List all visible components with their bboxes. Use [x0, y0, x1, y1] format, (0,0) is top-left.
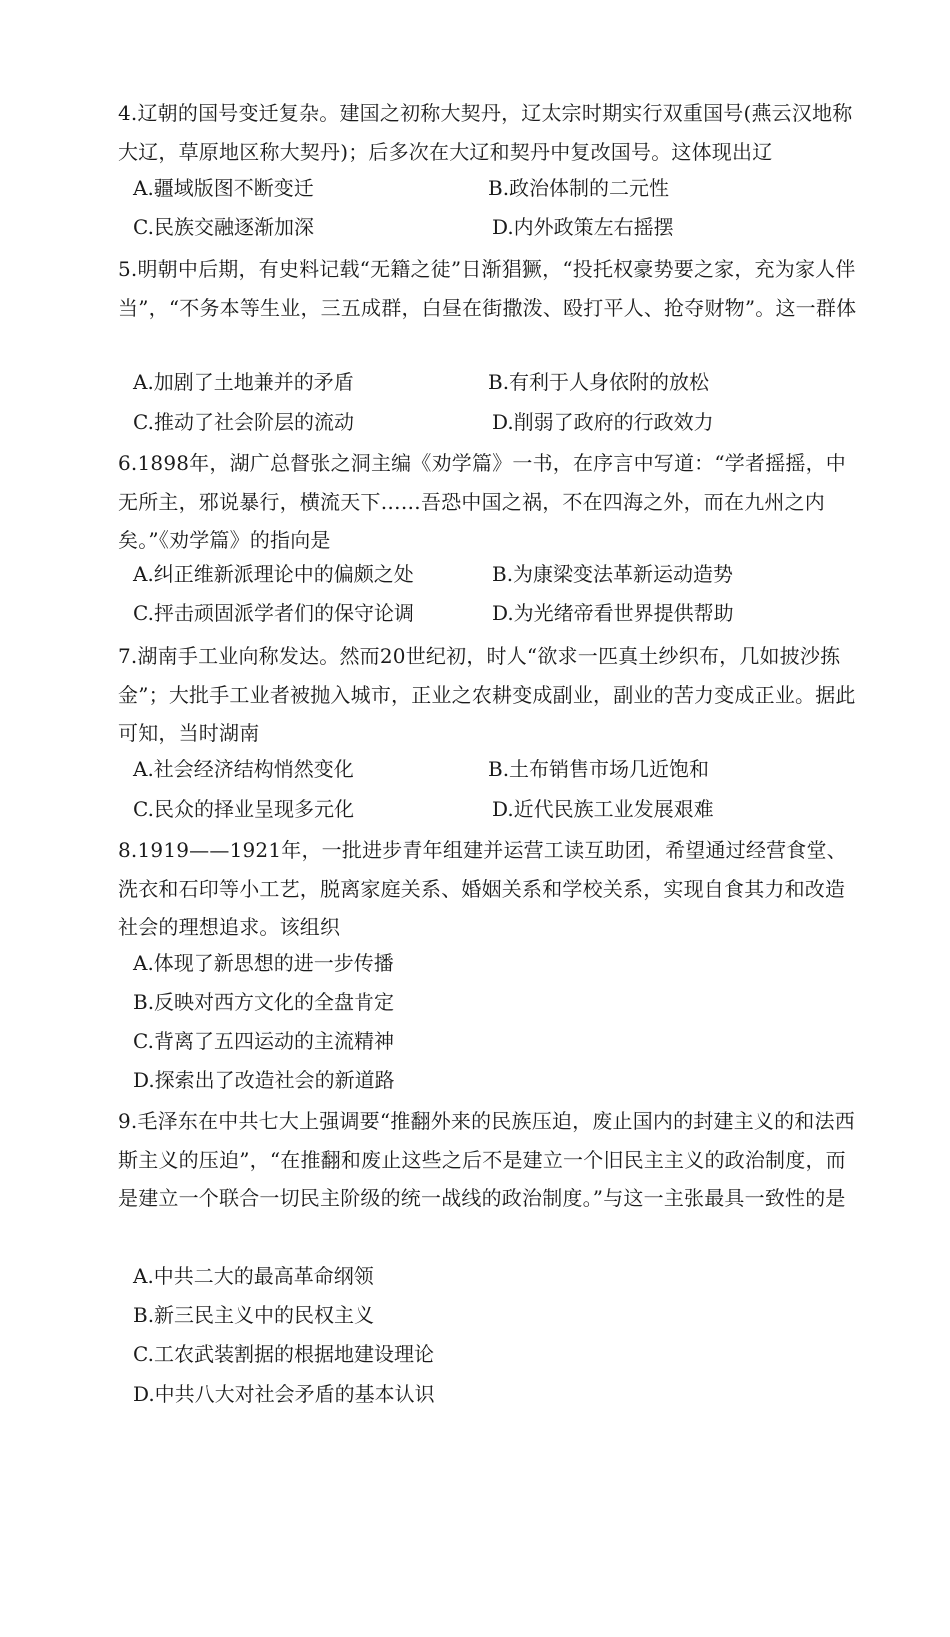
question-9-stem: 9.毛泽东在中共七大上强调要“推翻外来的民族压迫，废止国内的封建主义的和法西斯主义的压迫”，“在推翻和废止这些之后不是建立一个旧民主主义的政治制度，而是建立一个联合一切民主阶级的统一战线的政治制度。”与这一主张最具一致性的是 [118, 1109, 855, 1210]
question-5-option-c: C.推动了社会阶层的流动 [133, 410, 354, 434]
question-9-option-d: D.中共八大对社会矛盾的基本认识 [133, 1382, 435, 1406]
question-7-option-d: D.近代民族工业发展艰难 [492, 797, 714, 821]
question-4-stem: 4.辽朝的国号变迁复杂。建国之初称大契丹，辽太宗时期实行双重国号(燕云汉地称大辽，草原地区称大契丹)；后多次在大辽和契丹中复改国号。这体现出辽 [118, 101, 853, 164]
question-8-stem: 8.1919——1921年，一批进步青年组建并运营工读互助团，希望通过经营食堂、洗衣和石印等小工艺，脱离家庭关系、婚姻关系和学校关系，实现自食其力和改造社会的理想追求。该组织 [118, 838, 847, 939]
question-9-option-a: A.中共二大的最高革命纲领 [133, 1264, 374, 1288]
question-7-option-a: A.社会经济结构悄然变化 [133, 757, 354, 781]
question-5-option-a: A.加剧了土地兼并的矛盾 [133, 370, 354, 394]
question-7-option-b: B.土布销售市场几近饱和 [488, 757, 710, 781]
question-7-stem: 7.湖南手工业向称发达。然而20世纪初，时人“欲求一匹真土纱织布，几如披沙拣金”；大批手工业者被抛入城市，正业之农耕变成副业，副业的苦力变成正业。据此可知，当时湖南 [118, 644, 856, 745]
question-6-option-c: C.抨击顽固派学者们的保守论调 [133, 601, 414, 625]
question-4-option-d: D.内外政策左右摇摆 [492, 215, 674, 239]
question-6-option-b: B.为康梁变法革新运动造势 [492, 562, 734, 586]
question-6-option-a: A.纠正维新派理论中的偏颇之处 [133, 562, 414, 586]
question-8-option-d: D.探索出了改造社会的新道路 [133, 1068, 395, 1092]
question-8-option-a: A.体现了新思想的进一步传播 [133, 951, 394, 975]
question-9-option-b: B.新三民主义中的民权主义 [133, 1303, 375, 1327]
question-5-option-d: D.削弱了政府的行政效力 [492, 410, 714, 434]
question-6-stem: 6.1898年，湖广总督张之洞主编《劝学篇》一书，在序言中写道：“学者摇摇，中无所主，邪说暴行，横流天下……吾恐中国之祸，不在四海之外，而在九州之内矣。”《劝学篇》的指向是 [118, 451, 847, 552]
question-4-option-b: B.政治体制的二元性 [488, 176, 670, 200]
question-4-option-c: C.民族交融逐渐加深 [133, 215, 314, 239]
question-5-stem: 5.明朝中后期，有史料记载“无籍之徒”日渐猖獗，“投托权豪势要之家，充为家人伴当”，“不务本等生业，三五成群，白昼在街撒泼、殴打平人、抢夺财物”。这一群体 [118, 257, 857, 320]
question-7-option-c: C.民众的择业呈现多元化 [133, 797, 354, 821]
question-5-option-b: B.有利于人身依附的放松 [488, 370, 710, 394]
question-6-option-d: D.为光绪帝看世界提供帮助 [492, 601, 734, 625]
question-4-option-a: A.疆域版图不断变迁 [133, 176, 314, 200]
question-9-option-c: C.工农武装割据的根据地建设理论 [133, 1342, 434, 1366]
question-8-option-b: B.反映对西方文化的全盘肯定 [133, 990, 395, 1014]
question-8-option-c: C.背离了五四运动的主流精神 [133, 1029, 394, 1053]
